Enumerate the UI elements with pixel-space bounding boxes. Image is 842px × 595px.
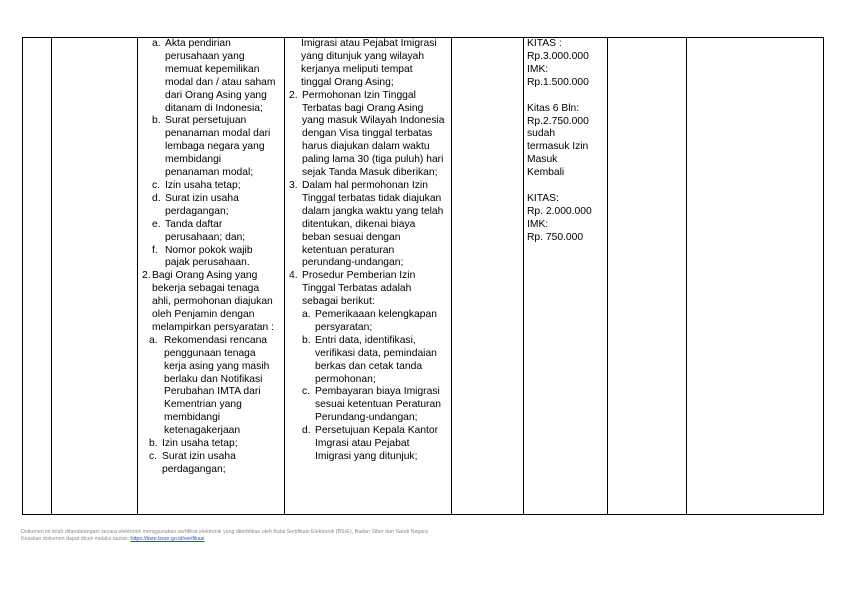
fee-line: Kitas 6 Bln: (527, 102, 580, 114)
service-cell (52, 38, 138, 515)
list-item (289, 309, 445, 464)
list-item: d. Persetujuan Kepala Kantor Imgrasi atau Pejabat Imigrasi yang ditunjuk; (302, 425, 439, 462)
fee-line: Rp.1.500.000 (527, 76, 589, 88)
list-item: a. Pemerikaaan kelengkapan persyaratan; (302, 309, 437, 333)
fee-line: termasuk Izin (527, 141, 589, 153)
list-item: a. Rekomendasi rencana penggunaan tenaga kerja asing yang masih berlaku dan Notifikasi Perubahan IMTA dari Kementrian yang membidangi ketenagakerjaan (149, 334, 270, 437)
fee-line: Rp.2.750.000 (527, 115, 589, 127)
list-item: c. Izin usaha tetap; (152, 179, 241, 191)
procedure-intro: Imigrasi atau Pejabat Imigrasi yang ditunjuk yang wilayah kerjanya meliputi tempat tinggal Orang Asing; (301, 38, 437, 88)
product-cell (608, 38, 687, 515)
list-item: b. Surat persetujuan penanaman modal dari lembaga negara yang membidangi penanaman modal; (152, 115, 271, 179)
footer-line: Keaslian dokumen dapat dicek melalui tautan: https://bsre.bssn.go.id/verifikasi (21, 536, 205, 542)
timeframe-cell (452, 38, 524, 515)
requirements-cell (138, 38, 285, 515)
table-row (23, 38, 824, 515)
signature-footer (21, 529, 428, 543)
list-item: a. Akta pendirian perusahaan yang memuat kepemilikan modal dan / atau saham dari Orang Asing yang ditanam di Indonesia; (152, 38, 276, 114)
verification-link[interactable]: https://bsre.bssn.go.id/verifikasi (130, 536, 205, 542)
requirements-table (22, 37, 824, 515)
expert-requirements-list (149, 335, 276, 477)
fee-line: IMK: (527, 218, 549, 230)
procedure-substeps (302, 309, 445, 464)
list-item: f. Nomor pokok wajib pajak perusahaan. (152, 244, 253, 269)
footer-line: Dokumen ini telah ditandatangani secara elektronik menggunakan sertifikat elektronik yang diterbitkan oleh Balai Sertifikasi Elektronik (BSrE), Badan Siber dan Sandi Negara (21, 529, 428, 535)
list-item: 2. Permohonan Izin Tinggal Terbatas bagi Orang Asing yang masuk Wilayah Indonesia dengan Visa tinggal terbatas harus diajukan dalam waktu paling lama 30 (tiga puluh) hari sejak Tanda Masuk diberikan; (289, 89, 445, 179)
fee-cell (524, 38, 608, 515)
list-item: e. Tanda daftar perusahaan; dan; (152, 218, 246, 243)
list-item: b. Izin usaha tetap; (149, 438, 238, 450)
list-item: b. Entri data, identifikasi, verifikasi data, pemindaian berkas dan cetak tanda permohonan; (302, 334, 437, 385)
fee-line: KITAS: (527, 193, 559, 205)
procedure-points (289, 90, 445, 309)
fee-line: Rp. 2.000.000 (527, 205, 592, 217)
number-cell (23, 38, 52, 515)
fee-line: Rp.3.000.000 (527, 50, 589, 62)
fee-line: Rp. 750.000 (527, 231, 584, 243)
procedure-steps (289, 309, 445, 464)
fee-line: IMK: (527, 63, 549, 75)
fee-line: sudah (527, 128, 556, 140)
procedure-cell (285, 38, 452, 515)
list-item: 3. Dalam hal permohonan Izin Tinggal terbatas tidak diajukan dalam jangka waktu yang telah ditentukan, dikenai biaya beban sesuai dengan ketentuan peraturan perundang-undangan; (289, 179, 444, 269)
list-item: 4. Prosedur Pemberian Izin Tinggal Terbatas adalah sebagai berikut: (289, 270, 416, 308)
expert-requirement-point: 2. Bagi Orang Asing yang bekerja sebagai tenaga ahli, permohonan diajukan oleh Penjamin dengan melampirkan persyaratan : (142, 270, 274, 333)
fee-line: KITAS : (527, 38, 562, 49)
notes-cell (687, 38, 824, 515)
list-item: c. Pembayaran biaya Imigrasi sesuai ketentuan Peraturan Perundang-undangan; (302, 386, 441, 424)
fee-line: Masuk (527, 154, 558, 166)
fee-line: Kembali (527, 167, 565, 179)
list-item: d. Surat izin usaha perdagangan; (152, 192, 239, 217)
company-requirements-list (152, 38, 276, 270)
list-item: c. Surat izin usaha perdagangan; (149, 451, 236, 475)
